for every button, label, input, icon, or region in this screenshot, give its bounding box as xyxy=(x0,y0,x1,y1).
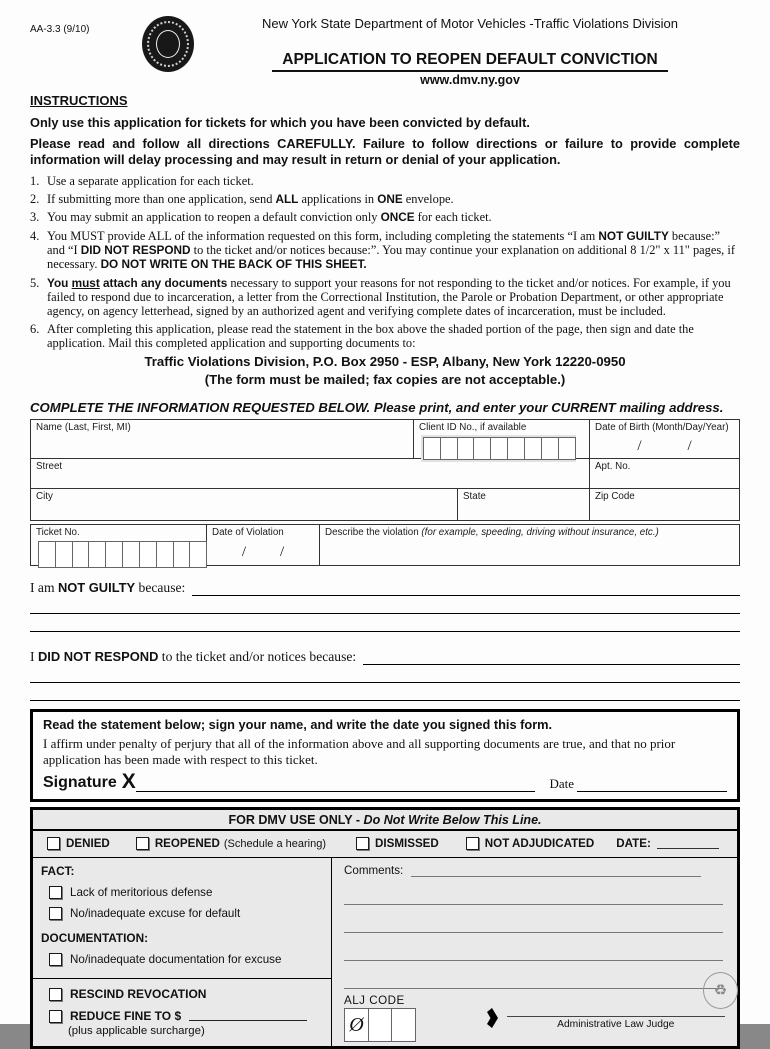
zip-label: Zip Code xyxy=(595,490,635,502)
item-number: 2. xyxy=(30,191,40,206)
dmv-date-label: DATE: xyxy=(616,837,651,851)
alj-code-boxes xyxy=(344,1008,415,1042)
comments-line[interactable] xyxy=(344,905,723,933)
state-field[interactable] xyxy=(458,489,590,520)
describe-violation-label: Describe the violation (for example, speeding, driving without insurance, etc.) xyxy=(325,526,659,538)
violation-date-label: Date of Violation xyxy=(212,526,284,538)
alj-signature-caption: Administrative Law Judge xyxy=(557,1019,675,1031)
comments-line[interactable] xyxy=(344,933,723,961)
ticket-box[interactable] xyxy=(38,541,56,568)
ticket-number-label: Ticket No. xyxy=(36,526,80,538)
fact-item-1-label: Lack of meritorious defense xyxy=(70,886,213,900)
instructions-intro-2: Please read and follow all directions CAREFULLY. Failure to follow directions or failure to provide complete information will delay processing and may result in return or denial of your application. xyxy=(30,135,740,167)
item-number: 4. xyxy=(30,228,40,243)
street-field[interactable] xyxy=(31,459,590,488)
slash: / xyxy=(241,543,246,560)
client-id-label: Client ID No., if available xyxy=(419,421,527,433)
ticket-number-boxes[interactable] xyxy=(38,541,206,568)
violation-date-field[interactable] xyxy=(207,525,320,565)
page-title: APPLICATION TO REOPEN DEFAULT CONVICTION xyxy=(272,50,667,72)
name-label: Name (Last, First, MI) xyxy=(36,421,131,433)
client-id-box[interactable] xyxy=(457,437,475,460)
instructions-list xyxy=(30,174,740,350)
state-label: State xyxy=(463,490,486,502)
dmv-decision-row xyxy=(33,831,737,858)
checkbox-no-inadequate-excuse[interactable] xyxy=(49,907,62,920)
signature-x-mark: X xyxy=(121,770,136,794)
instruction-item-3 xyxy=(30,210,740,224)
checkbox-rescind-revocation[interactable] xyxy=(49,988,62,1001)
checkbox-lack-of-meritorious-defense[interactable] xyxy=(49,886,62,899)
slash: / xyxy=(280,543,285,560)
checkbox-denied[interactable] xyxy=(47,837,60,850)
client-id-boxes[interactable] xyxy=(421,435,576,462)
item-number: 5. xyxy=(30,275,40,290)
seal-ring xyxy=(147,21,189,67)
apt-field[interactable] xyxy=(590,459,739,488)
fact-item-2-label: No/inadequate excuse for default xyxy=(70,907,241,921)
slash: / xyxy=(637,437,642,454)
alj-row xyxy=(344,994,727,1042)
item-text: Use a separate application for each ticket. xyxy=(47,173,254,188)
item-text: If submitting more than one application, send ALL applications in ONE envelope. xyxy=(47,191,454,206)
signature-row xyxy=(43,770,727,794)
form-number: AA-3.3 (9/10) xyxy=(30,24,90,35)
ticket-box[interactable] xyxy=(139,541,157,568)
signature-statement-box xyxy=(30,709,740,802)
documentation-item-1 xyxy=(41,953,323,966)
dmv-use-only-section xyxy=(30,807,740,1049)
item-number: 1. xyxy=(30,173,40,188)
reopened-note: (Schedule a hearing) xyxy=(223,837,327,850)
comments-label: Comments: xyxy=(344,864,404,878)
signature-label: Signature xyxy=(43,774,117,792)
dmv-left-column xyxy=(33,858,332,1046)
agency-line: New York State Department of Motor Vehicles -Traffic Violations Division xyxy=(262,16,678,31)
form-header xyxy=(200,0,740,87)
comments-line[interactable] xyxy=(344,877,723,905)
left-column-divider xyxy=(33,978,331,979)
alj-code-box[interactable] xyxy=(368,1008,393,1042)
slash: / xyxy=(687,437,692,454)
checkbox-reduce-fine[interactable] xyxy=(49,1010,62,1023)
date-label: Date xyxy=(549,776,574,792)
dmv-date-line[interactable] xyxy=(657,838,719,849)
statement-heading: Read the statement below; sign your name, and write the date you signed this form. xyxy=(43,716,553,732)
nys-dmv-seal-icon xyxy=(142,16,194,72)
instruction-item-4 xyxy=(30,229,740,272)
dismissed-label: DISMISSED xyxy=(375,837,439,851)
rescind-item xyxy=(41,987,323,1001)
client-id-field[interactable] xyxy=(414,420,590,458)
ticket-number-field[interactable] xyxy=(31,525,207,565)
street-label: Street xyxy=(36,460,63,472)
website-url: www.dmv.ny.gov xyxy=(420,73,520,87)
seal-crest xyxy=(156,30,180,58)
dob-label: Date of Birth (Month/Day/Year) xyxy=(595,421,729,433)
alj-code-label: ALJ CODE xyxy=(344,994,405,1008)
checkbox-dismissed[interactable] xyxy=(356,837,369,850)
did-not-respond-write-line[interactable] xyxy=(363,649,740,665)
alj-code-box[interactable] xyxy=(391,1008,416,1042)
zip-field[interactable] xyxy=(590,489,739,520)
ticket-box[interactable] xyxy=(173,541,191,568)
fact-item-2 xyxy=(41,907,323,920)
client-id-box[interactable] xyxy=(440,437,458,460)
ticket-info-table xyxy=(30,524,740,566)
denied-label: DENIED xyxy=(66,837,110,851)
checkbox-no-inadequate-documentation[interactable] xyxy=(49,953,62,966)
apt-label: Apt. No. xyxy=(595,460,631,472)
item-number: 3. xyxy=(30,210,40,225)
instruction-item-6 xyxy=(30,322,740,350)
not-guilty-write-line[interactable] xyxy=(30,596,740,614)
reduce-fine-amount-line[interactable] xyxy=(189,1011,307,1021)
violation-date-separators xyxy=(212,544,314,561)
dob-separators xyxy=(595,438,734,455)
dmv-body xyxy=(33,858,737,1046)
mailing-note: (The form must be mailed; fax copies are not acceptable.) xyxy=(204,371,566,387)
instruction-item-1 xyxy=(30,174,740,188)
instructions-heading: INSTRUCTIONS xyxy=(30,93,128,108)
checkbox-not-adjudicated[interactable] xyxy=(466,837,479,850)
surcharge-note: (plus applicable surcharge) xyxy=(68,1025,205,1038)
pen-nib-arrow-icon xyxy=(487,1008,499,1028)
date-line[interactable] xyxy=(577,779,727,792)
ticket-box[interactable] xyxy=(55,541,73,568)
not-guilty-write-line[interactable] xyxy=(192,580,740,596)
dmv-right-column xyxy=(332,858,737,1046)
alj-code-block xyxy=(344,994,415,1042)
ticket-box[interactable] xyxy=(122,541,140,568)
item-text: After completing this application, please read the statement in the box above the shaded portion of the page, then sign and date the application. Mail this completed application and supporting documents to: xyxy=(47,321,694,350)
ticket-box[interactable] xyxy=(189,541,207,568)
name-field[interactable] xyxy=(31,420,414,458)
city-field[interactable] xyxy=(31,489,458,520)
documentation-label: DOCUMENTATION: xyxy=(41,931,149,946)
recycle-glyph: ♻ xyxy=(713,983,728,999)
comments-line[interactable] xyxy=(344,961,723,989)
recycle-seal-icon xyxy=(703,972,738,1009)
describe-violation-field[interactable] xyxy=(320,525,739,565)
not-guilty-row xyxy=(30,580,740,596)
item-text: You must attach any documents necessary to support your reasons for not responding to the ticket and/or notices. For example, if you failed to respond due to incarceration, a letter from the Correctional Institution, the Parole or Probation Department, or other appropriate agency, on agency letterhead, signed by an authorized agent and verifying complete dates of incarceration, must be included. xyxy=(47,275,731,318)
did-not-respond-write-line[interactable] xyxy=(30,665,740,683)
not-adjudicated-label: NOT ADJUDICATED xyxy=(484,837,595,851)
client-id-box[interactable] xyxy=(558,437,576,460)
fact-item-1 xyxy=(41,886,323,899)
reopened-label: REOPENED xyxy=(154,837,220,851)
rescind-label: RESCIND REVOCATION xyxy=(70,987,207,1002)
ticket-box[interactable] xyxy=(72,541,90,568)
item-number: 6. xyxy=(30,321,40,336)
did-not-respond-label: I DID NOT RESPOND to the ticket and/or notices because: xyxy=(30,648,357,664)
client-id-box[interactable] xyxy=(473,437,491,460)
did-not-respond-row xyxy=(30,649,740,665)
dmv-section-header: FOR DMV USE ONLY - Do Not Write Below This Line. xyxy=(33,810,737,831)
reduce-fine-item xyxy=(41,1009,323,1023)
city-label: City xyxy=(36,490,53,502)
alj-signature-block xyxy=(507,994,726,1030)
fact-label: FACT: xyxy=(41,864,75,879)
comments-row xyxy=(344,864,727,877)
mailing-address: Traffic Violations Division, P.O. Box 2950 - ESP, Albany, New York 12220-0950 xyxy=(144,353,626,369)
ticket-box[interactable] xyxy=(156,541,174,568)
comments-line[interactable] xyxy=(411,865,701,877)
signature-line[interactable] xyxy=(136,779,536,792)
reduce-fine-label: REDUCE FINE TO $ xyxy=(70,1009,182,1024)
item-text: You MUST provide ALL of the information requested on this form, including completing the statements “I am NOT GUILTY because:” and “I DID NOT RESPOND to the ticket and/or notices because:”. You may continue your explanation on additional 8 1/2" x 11" pages, if necessary. DO NOT WRITE ON THE BACK OF THIS SHEET. xyxy=(47,228,735,272)
checkbox-reopened[interactable] xyxy=(136,837,149,850)
complete-info-line: COMPLETE THE INFORMATION REQUESTED BELOW. Please print, and enter your CURRENT mailing address. xyxy=(30,399,724,415)
ticket-box[interactable] xyxy=(88,541,106,568)
documentation-item-1-label: No/inadequate documentation for excuse xyxy=(70,953,282,967)
ticket-box[interactable] xyxy=(105,541,123,568)
alj-code-box[interactable]: Ø xyxy=(344,1008,369,1042)
applicant-info-table xyxy=(30,419,740,521)
statement-body: I affirm under penalty of perjury that all of the information above and all supporting documents are true, and that no prior application has been made with respect to this ticket. xyxy=(43,735,676,768)
instructions-intro-1: Only use this application for tickets for which you have been convicted by default. xyxy=(30,115,530,130)
client-id-box[interactable] xyxy=(423,437,441,460)
client-id-box[interactable] xyxy=(524,437,542,460)
instruction-item-2 xyxy=(30,192,740,206)
instruction-item-5 xyxy=(30,276,740,318)
alj-signature-line[interactable] xyxy=(507,1016,726,1017)
client-id-box[interactable] xyxy=(490,437,508,460)
did-not-respond-write-line[interactable] xyxy=(30,683,740,701)
client-id-box[interactable] xyxy=(541,437,559,460)
dob-field[interactable] xyxy=(590,420,739,458)
not-guilty-write-line[interactable] xyxy=(30,614,740,632)
not-guilty-label: I am NOT GUILTY because: xyxy=(30,579,186,595)
item-text: You may submit an application to reopen a default conviction only ONCE for each ticket. xyxy=(47,210,492,225)
client-id-box[interactable] xyxy=(507,437,525,460)
